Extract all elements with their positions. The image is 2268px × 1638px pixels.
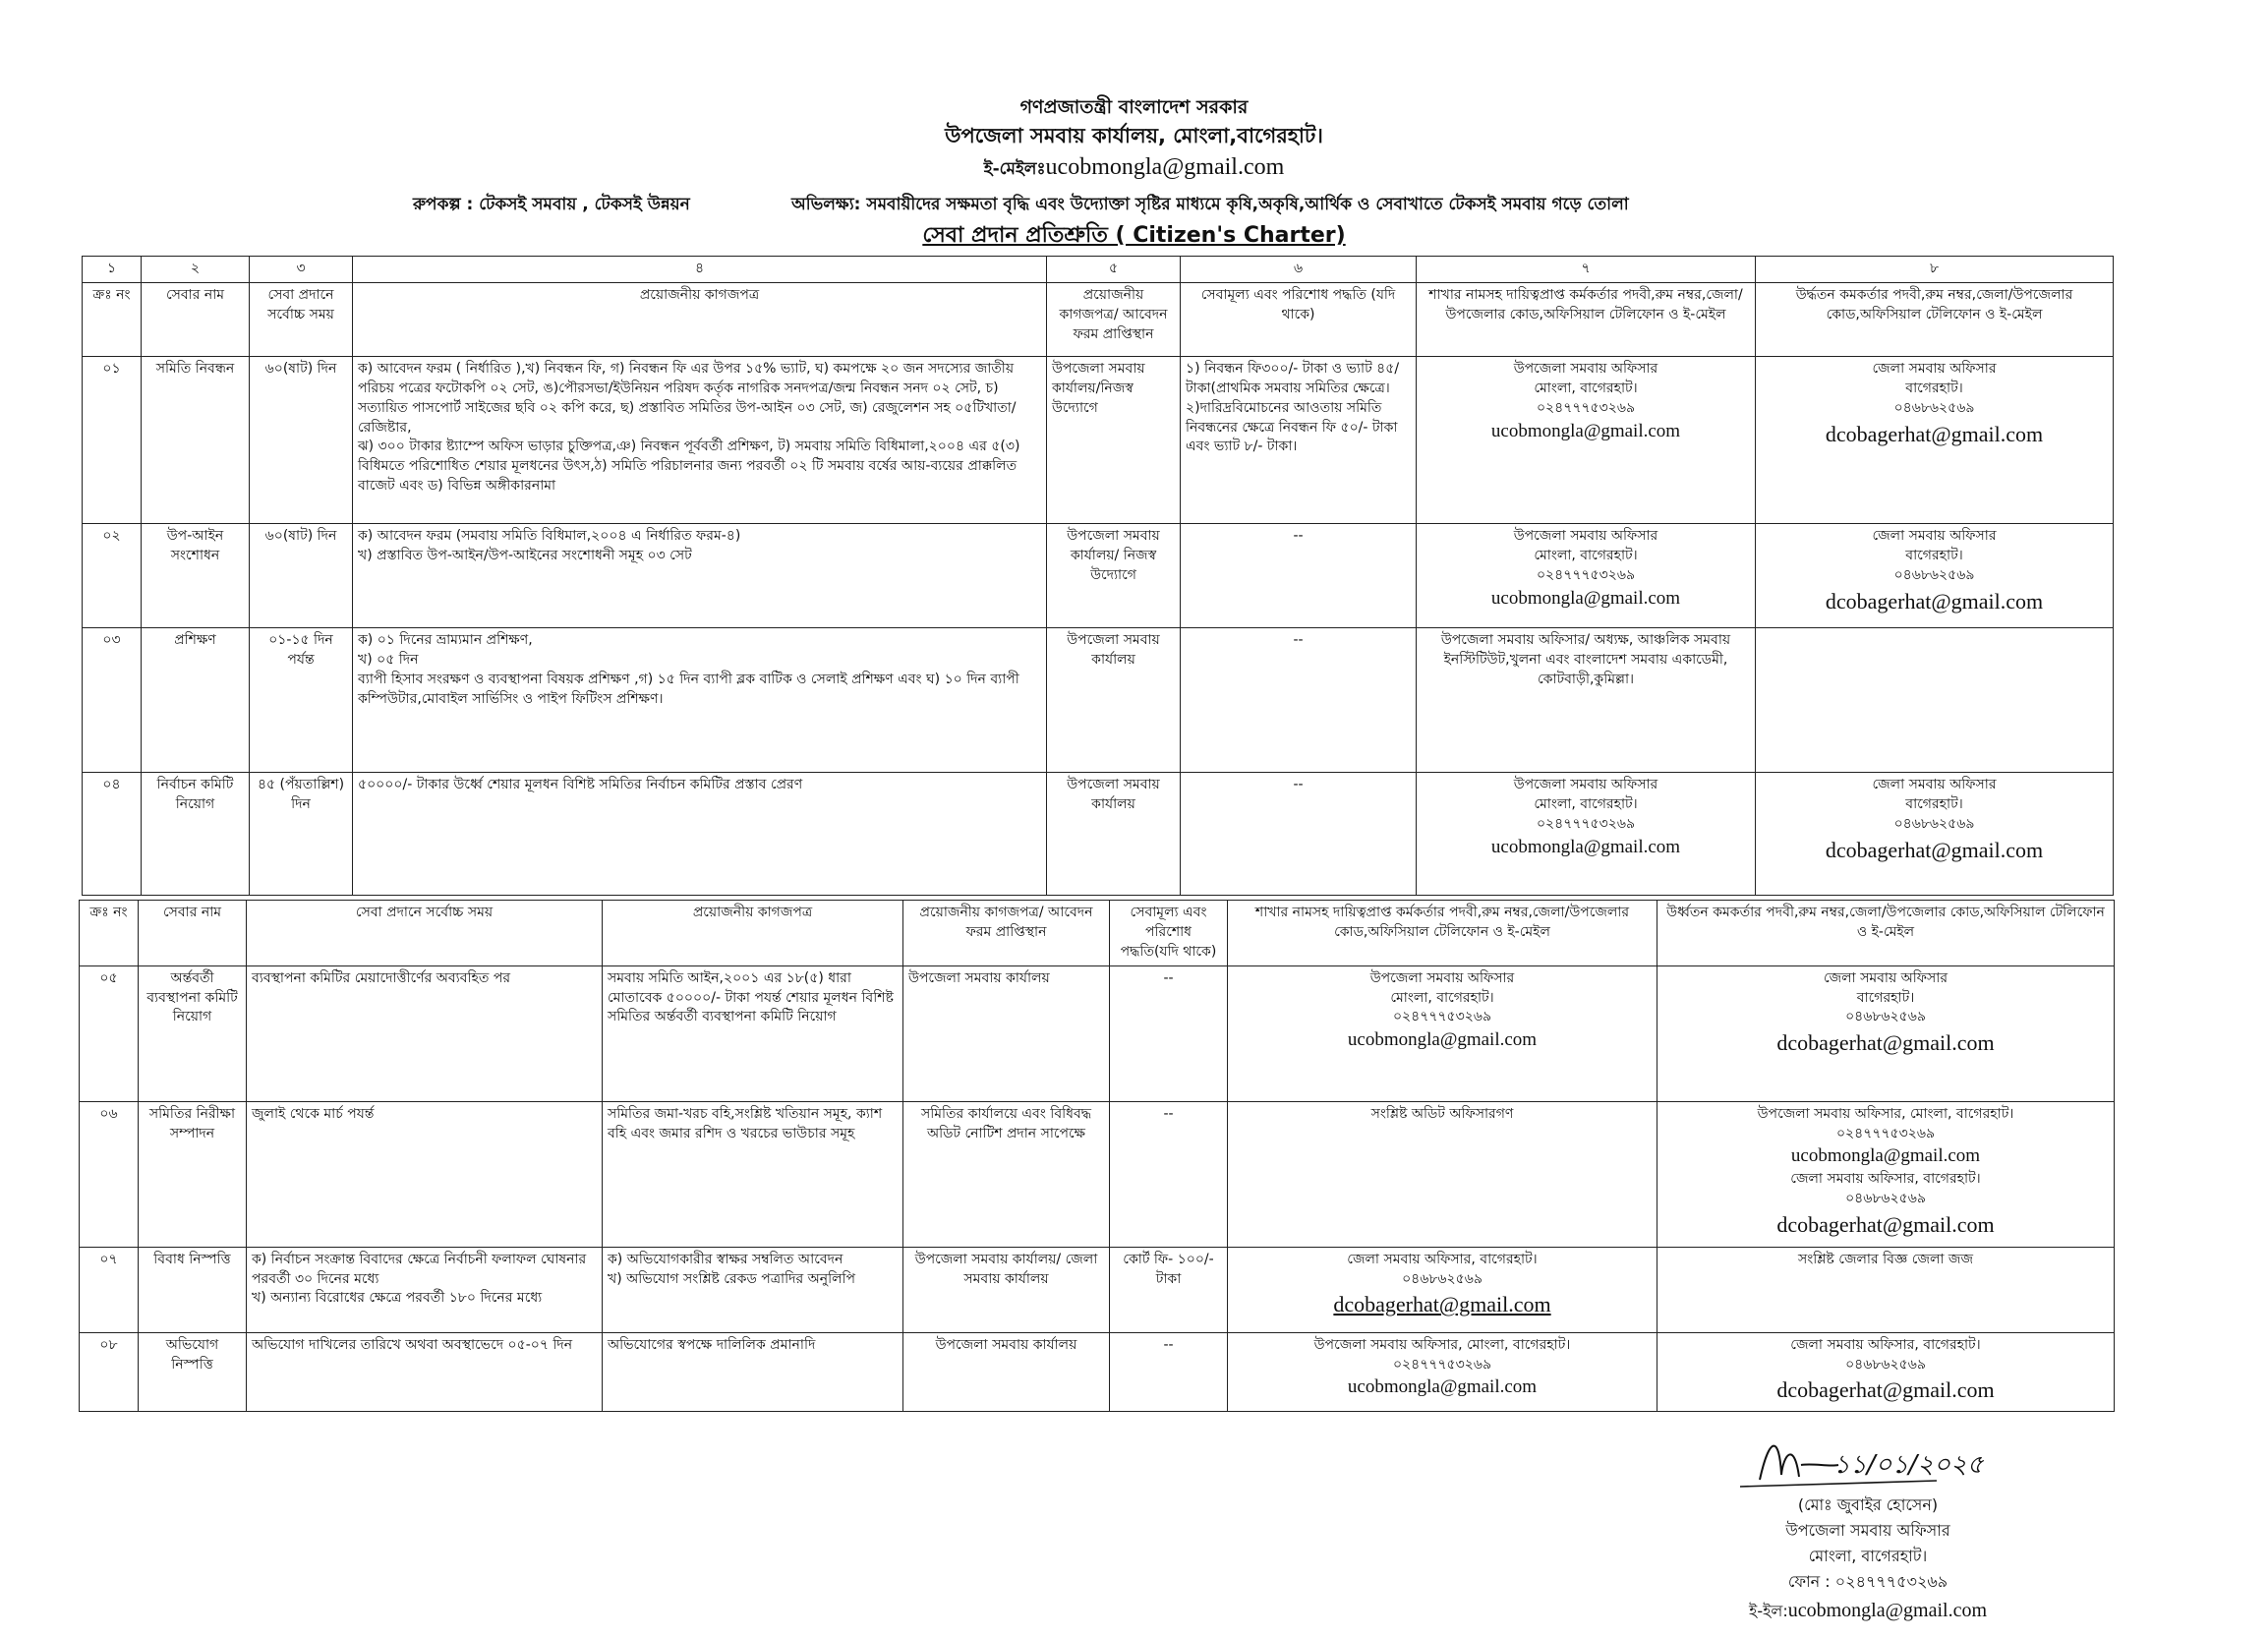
header-superior: উর্দ্ধতন কমকর্তার পদবী,রুম নম্বর,জেলা/উপজেলার কোড,অফিসিয়াল টেলিফোন ও ই-মেইল [1756,282,2114,356]
charter-title [0,218,2268,255]
superior-email: dcobagerhat@gmail.com [1825,421,2044,446]
time-cell: ৬০(ষাট) দিন [250,523,353,627]
superior-info: জেলা সমবায় অফিসার বাগেরহাট। ০৪৬৮৬২৫৬৯ [1872,527,1997,583]
column-number: ৪ [353,257,1047,283]
officer-email: ucobmongla@gmail.com [1490,420,1681,441]
signature-date: ১১/০১/২০২৫ [1833,1450,1984,1480]
header-time: সেবা প্রদানে সর্বোচ্চ সময় [250,282,353,356]
superior-info: জেলা সমবায় অফিসার, বাগেরহাট। ০৪৬৮৬২৫৬৯ [1790,1336,1981,1373]
time-cell: জুলাই থেকে মার্চ পযর্ন্ত [247,1101,603,1247]
vision-slogan: রুপকল্প : টেকসই সমবায় , টেকসই উন্নয়ন [413,195,690,214]
officer-cell [1228,1247,1657,1332]
header-serial: ক্রঃ নং [83,282,142,356]
charter-table-1 [82,256,2114,896]
time-cell: ০১-১৫ দিন পর্যন্ত [250,627,353,772]
header-time: সেবা প্রদানে সর্বোচ্চ সময় [247,901,603,966]
table-row [83,627,2114,772]
table-row [80,1332,2115,1411]
service-cell: নির্বাচন কমিটি নিয়োগ [142,772,250,895]
serial-cell: ০৩ [83,627,142,772]
officer-email: ucobmongla@gmail.com [1787,1599,1987,1621]
time-cell: ৪৫ (পঁয়তাল্লিশ) দিন [250,772,353,895]
column-number: ৭ [1417,257,1756,283]
officer-info: সংশ্লিষ্ট অডিট অফিসারগণ [1370,1105,1514,1122]
superior-info-district: জেলা সমবায় অফিসার, বাগেরহাট। ০৪৬৮৬২৫৬৯ [1790,1171,1981,1207]
officer-info: উপজেলা সমবায় অফিসার মোংলা, বাগেরহাট। ০২৪৭৭৭৫৩২৬৯ [1513,360,1658,416]
superior-cell [1657,1332,2115,1411]
officer-email: ucobmongla@gmail.com [1347,1029,1538,1051]
serial-cell: ০৮ [80,1332,139,1411]
time-cell: ব্যবস্থাপনা কমিটির মেয়াদোত্তীর্ণের অব্যবহিত পর [247,965,603,1101]
table-header-row [80,901,2115,966]
table-row [80,965,2115,1101]
column-number: ১ [83,257,142,283]
service-cell: সমিতির নিরীক্ষা সম্পাদন [139,1101,247,1247]
officer-cell [1228,1101,1657,1247]
officer-info: উপজেলা সমবায় অফিসার/ অধ্যক্ষ, আঞ্চলিক সমবায় ইনস্টিটিউট,খুলনা এবং বাংলাদেশ সমবায় একাডেমী, কোটবাড়ী,কুমিল্লা। [1440,631,1731,687]
documents-cell: ক) ০১ দিনের ভ্রাম্যমান প্রশিক্ষণ, খ) ০৫ দিন ব্যাপী হিসাব সংরক্ষণ ও ব্যবস্থাপনা বিষয়ক প্রশিক্ষণ ,গ) ১৫ দিন ব্যাপী ব্লক বাটিক ও সেলাই প্রশিক্ষণ এবং ঘ) ১০ দিন ব্যাপী কম্পিউটার,মোবাইল সার্ভিসিং ও পাইপ ফিটিংস প্রশিক্ষণ। [353,627,1047,772]
superior-email: dcobagerhat@gmail.com [1825,837,2044,862]
time-cell: ৬০(ষাট) দিন [250,356,353,523]
officer-designation: উপজেলা সমবায় অফিসার [1785,1520,1950,1540]
place-cell: উপজেলা সমবায় কার্যালয় [1047,772,1181,895]
superior-info: জেলা সমবায় অফিসার বাগেরহাট। ০৪৬৮৬২৫৬৯ [1823,969,1948,1025]
officer-email: ucobmongla@gmail.com [1490,836,1681,857]
superior-info: জেলা সমবায় অফিসার বাগেরহাট। ০৪৬৮৬২৫৬৯ [1872,776,1997,832]
officer-info: উপজেলা সমবায় অফিসার, মোংলা, বাগেরহাট। ০২৪৭৭৭৫৩২৬৯ [1313,1336,1571,1373]
serial-cell: ০২ [83,523,142,627]
header-fee: সেবামূল্য এবং পরিশোধ পদ্ধতি(যদি থাকে) [1110,901,1228,966]
header-documents: প্রয়োজনীয় কাগজপত্র [603,901,903,966]
table-row [80,1247,2115,1332]
officer-info: উপজেলা সমবায় অফিসার মোংলা, বাগেরহাট। ০২৪৭৭৭৫৩২৬৯ [1513,527,1658,583]
documents-cell: ক) অভিযোগকারীর স্বাক্ষর সম্বলিত আবেদন খ) অভিযোগ সংশ্লিষ্ট রেকড পত্রাদির অনুলিপি [603,1247,903,1332]
documents-cell: সমবায় সমিতি আইন,২০০১ এর ১৮(৫) ধারা মোতাবেক ৫০০০০/- টাকা পযর্ন্ত শেয়ার মূলধন বিশিষ্ট সমিতির অর্ন্তবর্তী ব্যবস্থাপনা কমিটি নিয়োগ [603,965,903,1101]
table-row [83,772,2114,895]
superior-cell [1657,1101,2115,1247]
documents-cell: ক) আবেদন ফরম ( নির্ধারিত ),খ) নিবন্ধন ফি, গ) নিবন্ধন ফি এর উপর ১৫% ভ্যাট, ঘ) কমপক্ষে ২০ জন সদস্যের জাতীয় পরিচয় পত্রের ফটোকপি ০২ সেট, ঙ)পৌরসভা/ইউনিয়ন পরিষদ কর্তৃক নাগরিক সনদপত্র/জন্ম নিবন্ধন সনদ ০২ সেট, চ) সত্যায়িত পাসপোর্ট সাইজের ছবি ০২ কপি করে, ছ) প্রস্তাবিত সমিতির উপ-আইন ০৩ সেট, জ) রেজুলেশন সহ ০৫টিখাতা/রেজিষ্টার, ঝ) ৩০০ টাকার ষ্ট্যাম্পে অফিস ভাড়ার চুক্তিপত্র,ঞ) নিবন্ধন পূর্ববর্তী প্রশিক্ষণ, ট) সমবায় সমিতি বিধিমালা,২০০৪ এর ৫(৩) বিধিমতে পরিশোধিত শেয়ার মূলধনের উৎস,ঠ) সমিতি পরিচালনার জন্য পরবর্তী ০২ টি সমবায় বর্ষের আয়-ব্যয়ের প্রাক্কলিত বাজেট এবং ড) বিভিন্ন অঙ্গীকারনামা [353,356,1047,523]
mission-statement: অভিলক্ষ্য: সমবায়ীদের সক্ষমতা বৃদ্ধি এবং উদ্যোক্তা সৃষ্টির মাধ্যমে কৃষি,অকৃষি,আর্থিক ও সেবাখাতে টেকসই সমবায় গড়ে তোলা [791,195,1629,214]
officer-info: উপজেলা সমবায় অফিসার মোংলা, বাগেরহাট। ০২৪৭৭৭৫৩২৬৯ [1369,969,1515,1025]
officer-cell [1228,965,1657,1101]
superior-email: ucobmongla@gmail.com [1790,1145,1981,1167]
header-service: সেবার নাম [142,282,250,356]
office-title: উপজেলা সমবায় কার্যালয়, মোংলা,বাগেরহাট। [945,124,1323,147]
place-cell: উপজেলা সমবায় কার্যালয় [903,965,1110,1101]
fee-cell: -- [1110,1101,1228,1247]
service-cell: বিবাধ নিস্পত্তি [139,1247,247,1332]
superior-cell [1756,356,2114,523]
header-service: সেবার নাম [139,901,247,966]
documents-cell: সমিতির জমা-খরচ বহি,সংশ্লিষ্ট খতিয়ান সমূহ, ক্যাশ বহি এবং জমার রশিদ ও খরচের ভাউচার সমূহ [603,1101,903,1247]
serial-cell: ০১ [83,356,142,523]
column-number: ৩ [250,257,353,283]
government-title: গণপ্রজাতন্ত্রী বাংলাদেশ সরকার [1019,96,1249,118]
header-fee: সেবামূল্য এবং পরিশোধ পদ্ধতি (যদি থাকে) [1181,282,1417,356]
superior-email: dcobagerhat@gmail.com [1825,588,2044,614]
officer-cell [1228,1332,1657,1411]
service-cell: অভিযোগ নিস্পত্তি [139,1332,247,1411]
charter-table-2 [79,900,2115,1412]
serial-cell: ০৫ [80,965,139,1101]
superior-email: dcobagerhat@gmail.com [1776,1377,1995,1403]
column-number: ৬ [1181,257,1417,283]
header-serial: ক্রঃ নং [80,901,139,966]
table-row [83,523,2114,627]
officer-phone: ফোন : ০২৪৭৭৭৫৩২৬৯ [1787,1571,1948,1591]
header-form-place: প্রয়োজনীয় কাগজপত্র/ আবেদন ফরম প্রাপ্তিস্থান [1047,282,1181,356]
service-cell: সমিতি নিবন্ধন [142,356,250,523]
officer-email: ucobmongla@gmail.com [1347,1376,1538,1398]
officer-name: (মোঃ জুবাইর হোসেন) [1797,1495,1939,1514]
fee-cell: -- [1181,627,1417,772]
time-cell: ক) নির্বাচন সংক্রান্ত বিবাদের ক্ষেত্রে নির্বাচনী ফলাফল ঘোষনার পরবর্তী ৩০ দিনের মধ্যে খ) অন্যান্য বিরোধের ক্ষেত্রে পরবর্তী ১৮০ দিনের মধ্যে [247,1247,603,1332]
officer-cell [1417,523,1756,627]
email-label: ই-মেইলঃ [983,159,1046,179]
officer-place: মোংলা, বাগেরহাট। [1808,1546,1928,1565]
email-label: ই-ইল: [1749,1601,1788,1620]
officer-cell [1417,627,1756,772]
officer-cell [1417,356,1756,523]
column-number-row [83,257,2114,283]
place-cell: উপজেলা সমবায় কার্যালয়/ নিজস্ব উদ্যোগে [1047,523,1181,627]
fee-cell: -- [1181,523,1417,627]
superior-cell [1756,772,2114,895]
fee-cell: -- [1181,772,1417,895]
superior-cell [1756,627,2114,772]
service-cell: উপ-আইন সংশোধন [142,523,250,627]
officer-email-line [1701,1595,2035,1626]
place-cell: সমিতির কার্যালয়ে এবং বিধিবদ্ধ অডিট নোটিশ প্রদান সাপেক্ষে [903,1101,1110,1247]
header-form-place: প্রয়োজনীয় কাগজপত্র/ আবেদন ফরম প্রাপ্তিস্থান [903,901,1110,966]
table-row [83,356,2114,523]
officer-cell [1417,772,1756,895]
service-cell: প্রশিক্ষণ [142,627,250,772]
documents-cell: ৫০০০০/- টাকার উর্ধ্বে শেয়ার মূলধন বিশিষ্ট সমিতির নির্বাচন কমিটির প্রস্তাব প্রেরণ [353,772,1047,895]
column-number: ৫ [1047,257,1181,283]
superior-email-district: dcobagerhat@gmail.com [1776,1212,1995,1238]
service-cell: অর্ন্তবর্তী ব্যবস্থাপনা কমিটি নিয়োগ [139,965,247,1101]
officer-email: dcobagerhat@gmail.com [1333,1292,1551,1317]
superior-cell [1756,523,2114,627]
place-cell: উপজেলা সমবায় কার্যালয় [903,1332,1110,1411]
superior-cell [1657,965,2115,1101]
fee-cell: ১) নিবন্ধন ফি৩০০/- টাকা ও ভ্যাট ৪৫/টাকা(প্রাথমিক সমবায় সমিতির ক্ষেত্রে। ২)দারিদ্রবিমোচনের আওতায় সমিতি নিবন্ধনের ক্ষেত্রে নিবন্ধন ফি ৫০/- টাকা এবং ভ্যাট ৮/- টাকা। [1181,356,1417,523]
place-cell: উপজেলা সমবায় কার্যালয়/ জেলা সমবায় কার্যালয় [903,1247,1110,1332]
header-superior: উর্ধ্বতন কমকর্তার পদবী,রুম নম্বর,জেলা/উপজেলার কোড,অফিসিয়াল টেলিফোন ও ই-মেইল [1657,901,2115,966]
fee-cell: কোর্ট ফি- ১০০/- টাকা [1110,1247,1228,1332]
fee-cell: -- [1110,965,1228,1101]
email-value: ucobmongla@gmail.com [1045,154,1285,180]
superior-info: সংশ্লিষ্ট জেলার বিজ্ঞ জেলা জজ [1798,1251,1973,1267]
serial-cell: ০৬ [80,1101,139,1247]
documents-cell: অভিযোগের স্বপক্ষে দালিলিক প্রমানাদি [603,1332,903,1411]
signature-block [1701,1492,2035,1626]
table-header-row [83,282,2114,356]
place-cell: উপজেলা সমবায় কার্যালয় [1047,627,1181,772]
place-cell: উপজেলা সমবায় কার্যালয়/নিজস্ব উদ্যোগে [1047,356,1181,523]
superior-info: জেলা সমবায় অফিসার বাগেরহাট। ০৪৬৮৬২৫৬৯ [1872,360,1997,416]
column-number: ২ [142,257,250,283]
header-officer: শাখার নামসহ দায়িত্বপ্রাপ্ত কর্মকর্তার পদবী,রুম নম্বর,জেলা/উপজেলার কোড,অফিসিয়াল টেলিফোন ও ই-মেইল [1417,282,1756,356]
office-email [0,154,2268,184]
column-number: ৮ [1756,257,2114,283]
officer-info: উপজেলা সমবায় অফিসার মোংলা, বাগেরহাট। ০২৪৭৭৭৫৩২৬৯ [1513,776,1658,832]
header-documents: প্রয়োজনীয় কাগজপত্র [353,282,1047,356]
time-cell: অভিযোগ দাখিলের তারিখে অথবা অবস্থাভেদে ০৫-০৭ দিন [247,1332,603,1411]
officer-email: ucobmongla@gmail.com [1490,587,1681,609]
officer-info: জেলা সমবায় অফিসার, বাগেরহাট। ০৪৬৮৬২৫৬৯ [1347,1251,1538,1287]
superior-email: dcobagerhat@gmail.com [1776,1030,1995,1056]
superior-cell [1657,1247,2115,1332]
serial-cell: ০৭ [80,1247,139,1332]
serial-cell: ০৪ [83,772,142,895]
header-officer: শাখার নামসহ দায়িত্বপ্রাপ্ত কর্মকর্তার পদবী,রুম নম্বর,জেলা/উপজেলার কোড,অফিসিয়াল টেলিফোন ও ই-মেইল [1228,901,1657,966]
documents-cell: ক) আবেদন ফরম (সমবায় সমিতি বিধিমাল,২০০৪ এ নির্ধারিত ফরম-৪) খ) প্রস্তাবিত উপ-আইন/উপ-আইনের সংশোধনী সমূহ ০৩ সেট [353,523,1047,627]
fee-cell: -- [1110,1332,1228,1411]
table-row [80,1101,2115,1247]
superior-info: উপজেলা সমবায় অফিসার, মোংলা, বাগেরহাট। ০২৪৭৭৭৫৩২৬৯ [1757,1105,2014,1141]
charter-title-text: সেবা প্রদান প্রতিশ্রুতি ( Citizen's Charter) [922,223,1346,248]
